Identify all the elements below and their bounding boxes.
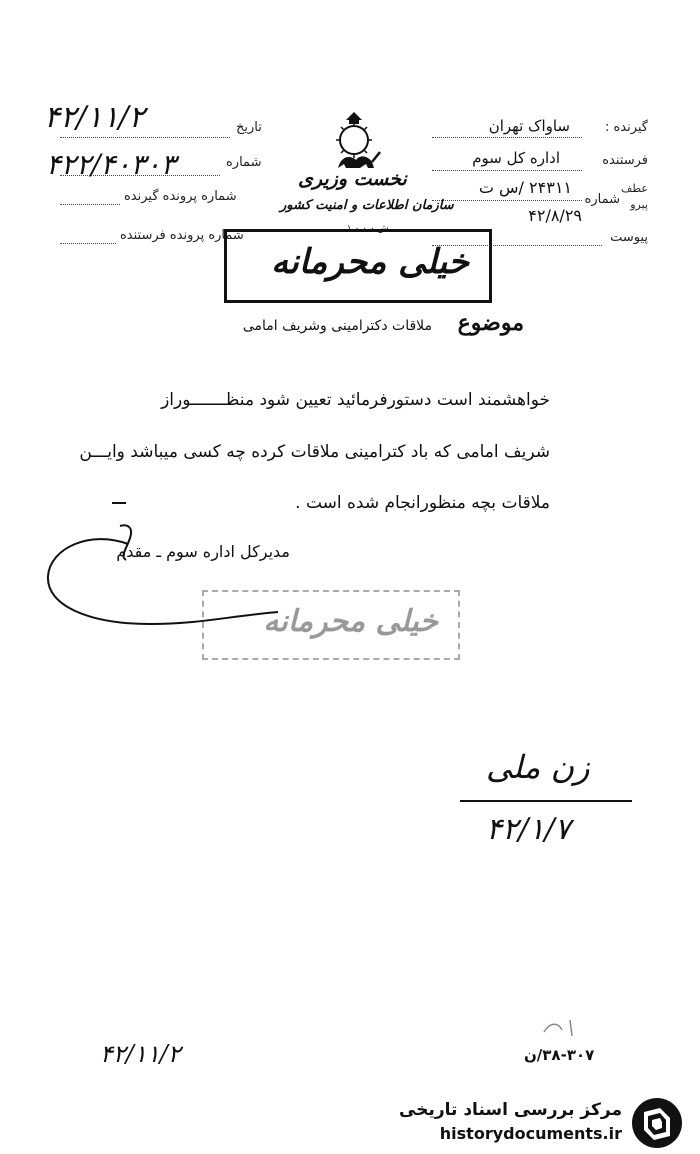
office-name: نخست وزیری <box>298 168 407 190</box>
ref-date-value: ۴۲/۸/۲۹ <box>528 206 582 225</box>
signature-line: مدیرکل اداره سوم ـ مقدم <box>116 542 290 561</box>
sender-dotted-line <box>432 170 582 171</box>
number-label: شماره <box>584 192 620 207</box>
bottom-right-code: ۳۸-۳۰۷/ن <box>524 1046 595 1064</box>
body-line-3-trailing-dash <box>112 502 126 504</box>
ref-label: عطف <box>621 182 648 195</box>
footer-site-url: historydocuments.ir <box>439 1124 622 1143</box>
organization-name: سازمان اطلاعات و امنیت کشور <box>280 198 454 213</box>
receiver-file-dotted-line <box>60 204 120 205</box>
lion-sun-emblem-icon <box>326 110 382 174</box>
classification-stamp-text: خیلی محرمانه <box>271 242 469 282</box>
date-dotted-line <box>60 137 230 138</box>
attachment-label: پیوست <box>610 230 648 245</box>
note-underline <box>460 800 632 802</box>
ref-label-2: پیرو <box>630 198 648 211</box>
emblem-small-number: ش.۱.۰.۰.۰. <box>344 224 389 234</box>
handwritten-note: زن ملی <box>486 748 590 786</box>
number-value-left: ۴۲۲/۴۰۳۰۳ <box>46 148 176 181</box>
date-label: تاریخ <box>236 120 262 135</box>
body-line-2: شریف امامی که باد کترامینی ملاقات کرده چه کسی میباشد وایـــن <box>79 442 550 462</box>
sender-label: فرستنده <box>602 153 648 168</box>
number-label-left: شماره <box>226 155 262 170</box>
handwritten-date: ۴۲/۱/۷ <box>486 812 571 847</box>
faded-classification-stamp <box>202 590 460 660</box>
faint-pencil-mark <box>540 1018 580 1038</box>
recipient-value: ساواک تهران <box>488 117 570 135</box>
faded-stamp-text: خیلی محرمانه <box>263 604 438 639</box>
footer-site-name: مرکز بررسی اسناد تاریخی <box>399 1100 622 1120</box>
number-value: ۲۴۳۱۱ /س ت <box>478 178 572 197</box>
sender-value: اداره کل سوم <box>472 149 560 167</box>
body-line-1: خواهشمند است دستورفرمائید تعیین شود منظـــــــوراز <box>161 390 550 410</box>
recipient-label: گیرنده : <box>604 120 648 135</box>
classification-stamp <box>224 229 492 303</box>
sender-file-label: شماره پرونده فرستنده <box>120 228 244 243</box>
date-value-left: ۴۲/۱۱/۲ <box>44 100 145 135</box>
bottom-left-note: ۴۲/۱۱/۲ <box>100 1040 181 1068</box>
subject-label: موضوع <box>457 310 524 336</box>
receiver-file-label: شماره پرونده گیرنده <box>124 189 237 204</box>
sender-file-dotted-line <box>60 243 116 244</box>
number-dotted-line-left <box>60 175 220 176</box>
body-line-3: ملاقات بچه منظورانجام شده است . <box>295 493 550 513</box>
recipient-dotted-line <box>432 137 582 138</box>
number-dotted-line <box>432 200 582 201</box>
subject-text: ملاقات دکترامینی وشریف امامی <box>242 318 432 334</box>
history-documents-logo-icon <box>630 1096 684 1150</box>
